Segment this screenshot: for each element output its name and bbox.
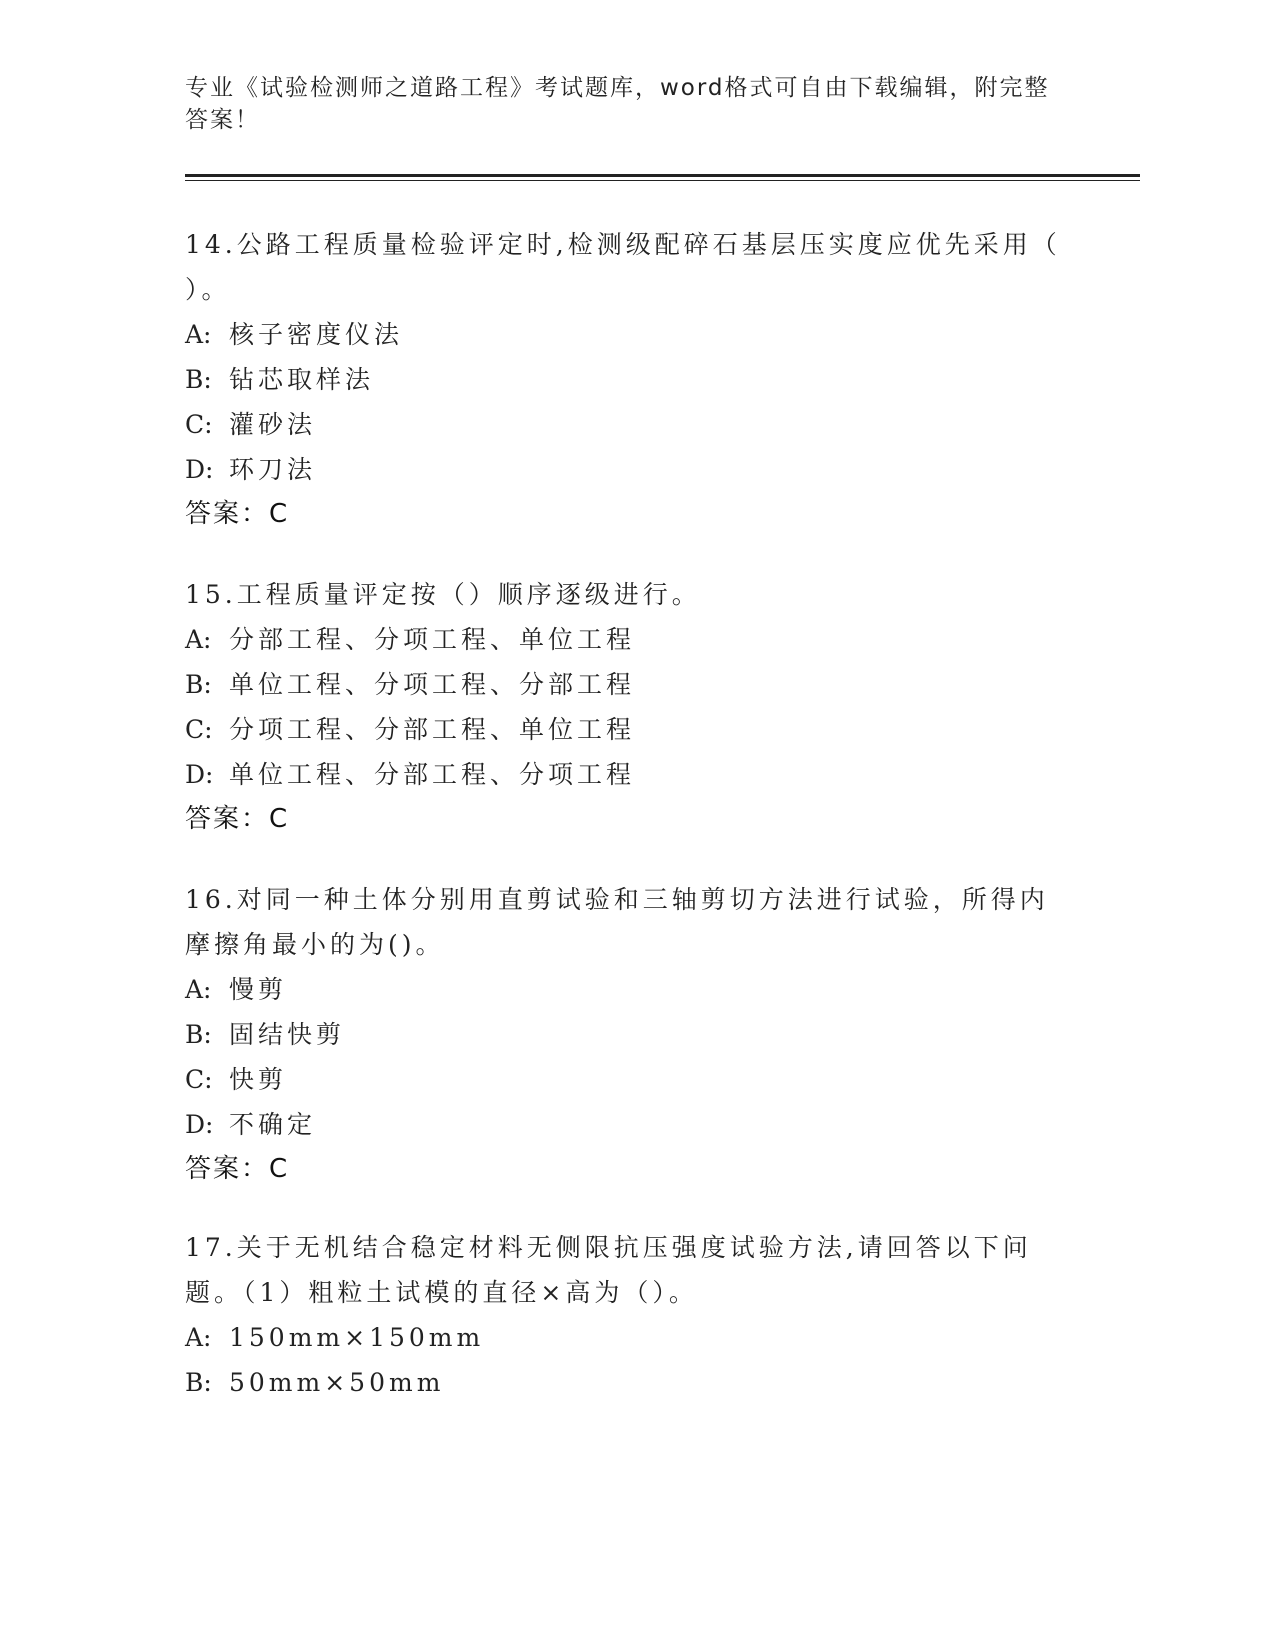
question-stem: 15.工程质量评定按（）顺序逐级进行。 bbox=[185, 580, 701, 609]
option-letter: B: bbox=[185, 670, 212, 699]
option-c bbox=[185, 402, 1065, 447]
option-letter: A: bbox=[185, 625, 212, 654]
answer: 答案：C bbox=[185, 804, 290, 834]
option-text: 50mm×50mm bbox=[229, 1368, 445, 1397]
option-letter: A: bbox=[185, 320, 212, 349]
header-divider-thick bbox=[185, 174, 1140, 177]
option-a bbox=[185, 312, 1065, 357]
option-letter: C: bbox=[185, 1065, 213, 1094]
question-16 bbox=[185, 877, 1065, 1192]
question-stem: 16.对同一种土体分别用直剪试验和三轴剪切方法进行试验，所得内摩擦角最小的为()。 bbox=[185, 885, 1049, 959]
option-text: 单位工程、分项工程、分部工程 bbox=[229, 670, 636, 699]
option-text: 慢剪 bbox=[229, 975, 288, 1004]
question-14 bbox=[185, 222, 1065, 537]
option-letter: B: bbox=[185, 1020, 212, 1049]
answer: 答案：C bbox=[185, 499, 290, 529]
document-header: 专业《试验检测师之道路工程》考试题库，word格式可自由下载编辑，附完整答案！ bbox=[185, 75, 1050, 133]
option-text: 灌砂法 bbox=[229, 410, 317, 439]
option-letter: B: bbox=[185, 365, 212, 394]
option-text: 分项工程、分部工程、单位工程 bbox=[229, 715, 636, 744]
option-d bbox=[185, 447, 1065, 492]
question-stem: 14.公路工程质量检验评定时,检测级配碎石基层压实度应优先采用（ ）。 bbox=[185, 230, 1061, 304]
option-letter: C: bbox=[185, 410, 213, 439]
option-a bbox=[185, 617, 1065, 662]
option-letter: D: bbox=[185, 1110, 214, 1139]
option-a bbox=[185, 1315, 1065, 1360]
option-d bbox=[185, 1102, 1065, 1147]
option-b bbox=[185, 1012, 1065, 1057]
option-b bbox=[185, 662, 1065, 707]
option-c bbox=[185, 707, 1065, 752]
option-text: 核子密度仪法 bbox=[229, 320, 404, 349]
option-d bbox=[185, 752, 1065, 797]
option-text: 分部工程、分项工程、单位工程 bbox=[229, 625, 636, 654]
option-b bbox=[185, 357, 1065, 402]
option-letter: D: bbox=[185, 455, 214, 484]
option-text: 钻芯取样法 bbox=[229, 365, 375, 394]
question-17 bbox=[185, 1225, 1065, 1405]
option-letter: D: bbox=[185, 760, 214, 789]
option-a bbox=[185, 967, 1065, 1012]
option-text: 环刀法 bbox=[229, 455, 317, 484]
question-15 bbox=[185, 572, 1065, 842]
option-letter: B: bbox=[185, 1368, 212, 1397]
option-text: 150mm×150mm bbox=[229, 1323, 485, 1352]
option-text: 固结快剪 bbox=[229, 1020, 346, 1049]
option-letter: A: bbox=[185, 1323, 212, 1352]
option-text: 快剪 bbox=[229, 1065, 288, 1094]
option-letter: C: bbox=[185, 715, 213, 744]
option-c bbox=[185, 1057, 1065, 1102]
option-b bbox=[185, 1360, 1065, 1405]
option-letter: A: bbox=[185, 975, 212, 1004]
option-text: 单位工程、分部工程、分项工程 bbox=[229, 760, 636, 789]
header-divider-thin bbox=[185, 180, 1140, 181]
answer: 答案：C bbox=[185, 1154, 290, 1184]
question-stem: 17.关于无机结合稳定材料无侧限抗压强度试验方法,请回答以下问题。（1）粗粒土试模的直径×高为（）。 bbox=[185, 1233, 1032, 1307]
option-text: 不确定 bbox=[229, 1110, 317, 1139]
